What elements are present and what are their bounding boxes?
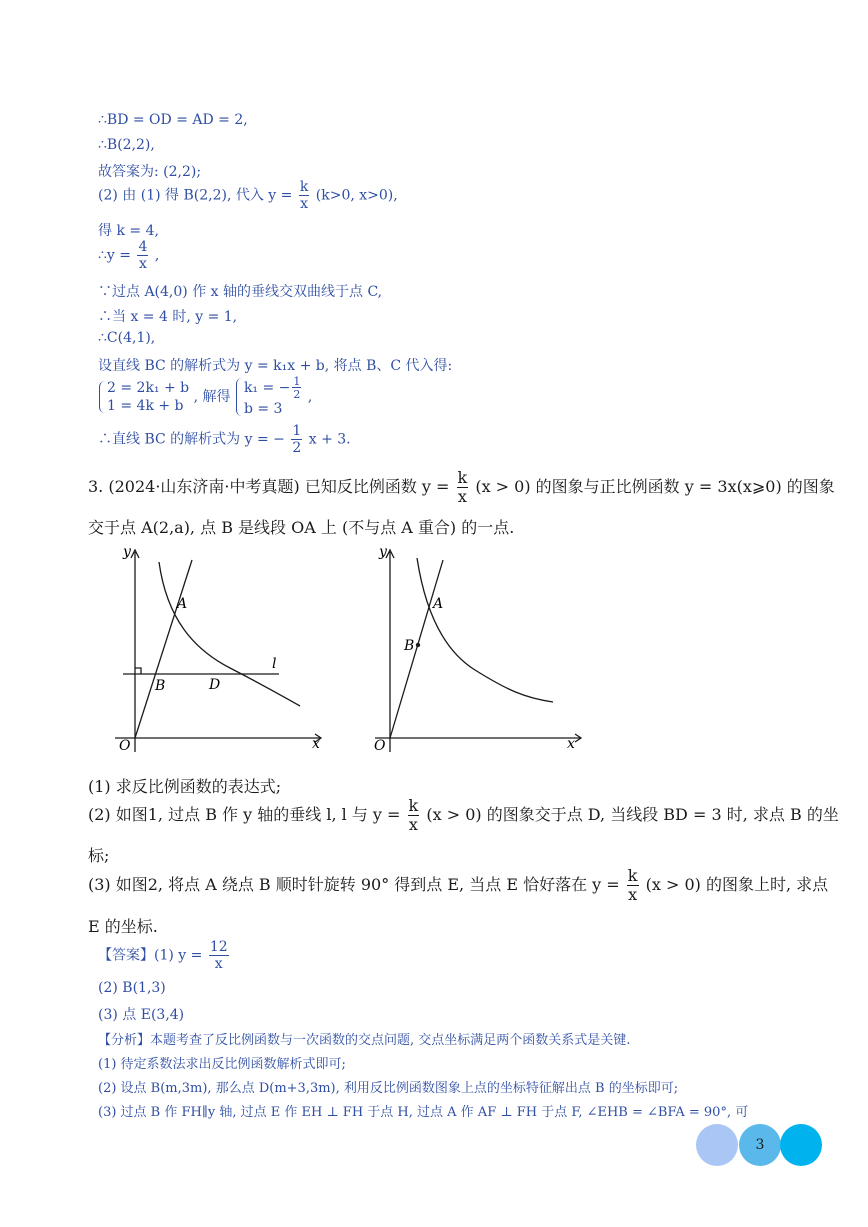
page-decor-circle	[696, 1124, 738, 1166]
question-3: (3) 如图2, 将点 A 绕点 B 顺时针旋转 90° 得到点 E, 当点 E 恰好落在 y = $\frac{k}{x}$ (x > 0) 的图象上时, 求点	[88, 866, 829, 904]
sol-line: 得 k = 4,	[98, 223, 159, 239]
equation-system-line	[98, 376, 312, 418]
point-b-label: B	[155, 678, 166, 694]
fraction: $\frac{k}{x}$	[627, 866, 638, 904]
equation-system: 2 = 2k₁ + b 1 = 4k + b	[98, 379, 189, 415]
page-number-circle	[739, 1124, 781, 1166]
question-2: (2) 如图1, 过点 B 作 y 轴的垂线 l, l 与 y = $\frac{k}{x}$ (x > 0) 的图象交于点 D, 当线段 BD = 3 时, 求点 B 的坐	[88, 796, 839, 834]
analysis-line: 【分析】本题考查了反比例函数与一次函数的交点问题, 交点坐标满足两个函数关系式是关键.	[98, 1033, 631, 1048]
analysis-line: (3) 过点 B 作 FH∥y 轴, 过点 E 作 EH ⊥ FH 于点 H, 过点 A 作 AF ⊥ FH 于点 F, ∠EHB = ∠BFA = 90°, 可	[98, 1105, 749, 1120]
sol-line: ∵过点 A(4,0) 作 x 轴的垂线交双曲线于点 C,	[98, 284, 383, 300]
fraction: $\frac{4}{x}$	[138, 239, 148, 272]
sol-text: (2) 由 (1) 得 B(2,2), 代入 y =	[98, 187, 293, 204]
sol-text: ∴y =	[98, 247, 131, 264]
figure-2	[365, 540, 595, 755]
problem-line: 交于点 A(2,a), 点 B 是线段 OA 上 (不与点 A 重合) 的一点.	[88, 518, 515, 537]
question-2-cont: 标;	[88, 846, 110, 865]
sol-text: x + 3.	[308, 431, 351, 448]
page-decor-circle	[780, 1124, 822, 1166]
sol-text: ,	[154, 247, 160, 264]
question-3-cont: E 的坐标.	[88, 917, 158, 936]
problem-line: 3. (2024·山东济南·中考真题) 已知反比例函数 y = $\frac{k}{x}$ (x > 0) 的图象与正比例函数 y = 3x(x⩾0) 的图象	[88, 468, 835, 506]
sol-line: 设直线 BC 的解析式为 y = k₁x + b, 将点 B、C 代入得:	[98, 358, 453, 374]
x-axis-label: x	[312, 736, 320, 752]
fraction: $\frac{k}{x}$	[299, 179, 309, 212]
fraction: $\frac{k}{x}$	[457, 468, 468, 506]
sol-line	[98, 240, 159, 271]
sol-line: ∴B(2,2),	[98, 137, 155, 153]
origin-label: O	[374, 738, 386, 754]
fraction: $\frac{k}{x}$	[408, 796, 419, 834]
sol-text: ∴直线 BC 的解析式为 y = −	[98, 431, 285, 448]
x-axis-label: x	[567, 736, 575, 752]
point-a-label: A	[433, 596, 444, 612]
sol-line	[98, 424, 351, 455]
question-1: (1) 求反比例函数的表达式;	[88, 777, 282, 796]
sol-line: 故答案为: (2,2);	[98, 164, 202, 180]
origin-label: O	[119, 738, 131, 754]
answer-3: (3) 点 E(3,4)	[98, 1007, 185, 1023]
sol-line	[98, 180, 398, 211]
figure-1	[105, 540, 335, 755]
sol-text: (k>0, x>0),	[315, 187, 398, 204]
sol-line: ∴当 x = 4 时, y = 1,	[98, 309, 238, 325]
answer-2: (2) B(1,3)	[98, 980, 166, 996]
fraction: $\frac{12}{x}$	[209, 939, 228, 972]
point-b-label: B	[404, 638, 415, 654]
fraction: $\frac{1}{2}$	[292, 423, 302, 456]
sol-text: ,	[307, 389, 313, 405]
y-axis-label: y	[379, 544, 387, 560]
point-d-label: D	[209, 677, 221, 693]
sol-line: ∴C(4,1),	[98, 330, 156, 346]
line-l-label: l	[272, 656, 277, 672]
analysis-line: (2) 设点 B(m,3m), 那么点 D(m+3,3m), 利用反比例函数图象上点的坐标特征解出点 B 的坐标即可;	[98, 1081, 679, 1096]
sol-text: , 解得	[193, 389, 231, 405]
sol-line: ∴BD = OD = AD = 2,	[98, 112, 248, 128]
point-a-label: A	[177, 596, 188, 612]
answer-1: 【答案】(1) y = $\frac{12}{x}$	[98, 939, 228, 972]
y-axis-label: y	[123, 544, 131, 560]
equation-solution: k₁ = − $\frac{1}{2}$ b = 3	[235, 376, 303, 418]
analysis-line: (1) 待定系数法求出反比例函数解析式即可;	[98, 1057, 346, 1072]
page-number: 3	[755, 1137, 765, 1153]
